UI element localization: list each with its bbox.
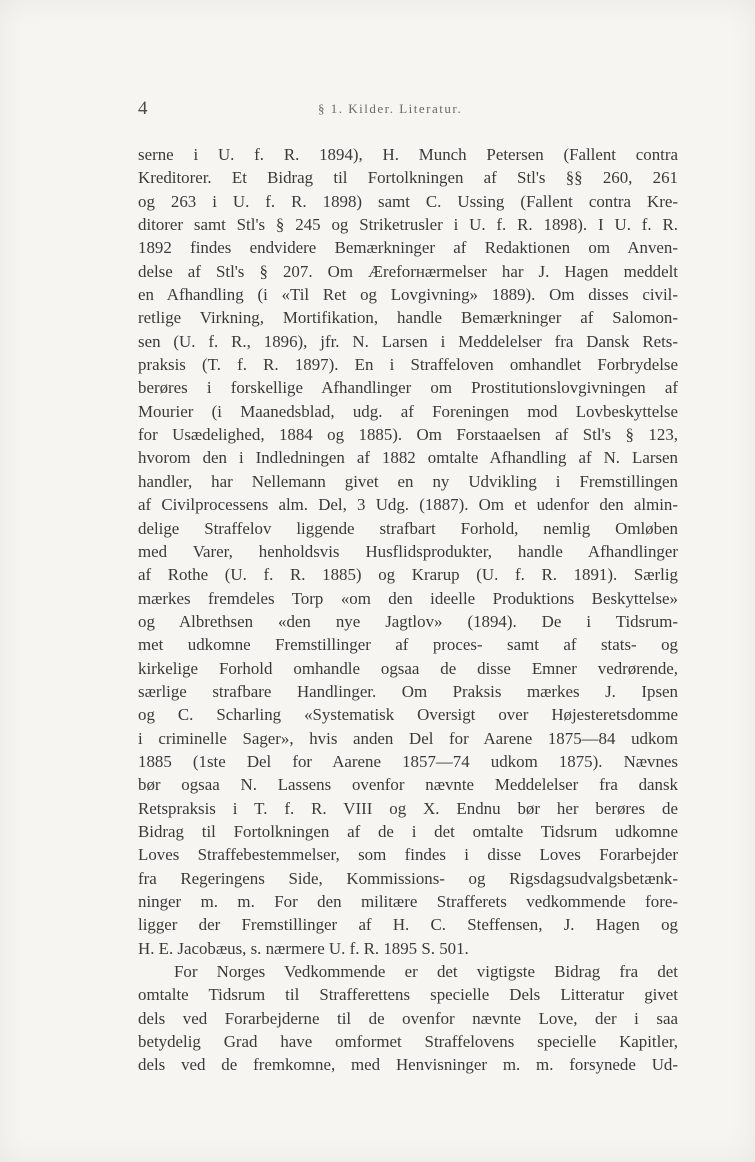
running-head: § 1. Kilder. Literatur. <box>318 101 463 116</box>
text-line: i criminelle Sager», hvis anden Del for Aarene 1875—84 udkom <box>138 728 678 748</box>
text-line: Loves Straffebestemmelser, som findes i disse Loves Forarbejder <box>138 845 678 865</box>
text-line: H. E. Jacobæus, s. nærmere U. f. R. 1895 S. 501. <box>138 938 469 958</box>
text-line: betydelig Grad have omformet Straffelovens specielle Kapitler, <box>138 1032 678 1052</box>
text-line: serne i U. f. R. 1894), H. Munch Petersen (Fallent contra <box>138 145 678 164</box>
text-line: bør ogsaa N. Lassens ovenfor nævnte Meddelelser fra dansk <box>138 775 678 795</box>
text-line: Retspraksis i T. f. R. VIII og X. Endnu bør her berøres de <box>138 798 678 818</box>
text-line: berøres i forskellige Afhandlinger om Prostitutionslovgivningen af <box>138 378 678 398</box>
text-line: Kreditorer. Et Bidrag til Fortolkningen af Stl's §§ 260, 261 <box>138 168 678 188</box>
text-line: og 263 i U. f. R. 1898) samt C. Ussing (Fallent contra Kre- <box>138 191 678 211</box>
text-line: ligger der Fremstillinger af H. C. Steffensen, J. Hagen og <box>138 915 678 935</box>
text-line: delse af Stl's § 207. Om Æreforнærmelser har J. Hagen meddelt <box>138 261 678 281</box>
text-line: 1892 findes endvidere Bemærkninger af Redaktionen om Anven- <box>138 238 678 258</box>
text-line: med Varer, henholdsvis Husflidsprodukter, handle Afhandlinger <box>138 541 678 561</box>
text-line: hvorom den i Indledningen af 1882 omtalte Afhandling af N. Larsen <box>138 448 678 468</box>
text-line: ditorer samt Stl's § 245 og Striketrusler i U. f. R. 1898). I U. f. R. <box>138 215 678 235</box>
text-line: en Afhandling (i «Til Ret og Lovgivning» 1889). Om disses civil- <box>138 285 678 305</box>
text-line: kirkelige Forhold omhandle ogsaa de disse Emner vedrørende, <box>138 658 678 678</box>
text-line: omtalte Tidsrum til Strafferettens specielle Dels Litteratur givet <box>138 985 678 1005</box>
text-line: delige Straffelov liggende strafbart Forhold, nemlig Omløben <box>138 518 678 538</box>
text-line: for Usædelighed, 1884 og 1885). Om Forstaaelsen af Stl's § 123, <box>138 425 678 445</box>
text-line: ninger m. m. For den militære Strafferets vedkommende fore- <box>138 892 678 911</box>
text-line: af Civilprocessens alm. Del, 3 Udg. (1887). Om et udenfor den almin- <box>138 495 678 515</box>
text-line: særlige strafbare Handlinger. Om Praksis mærkes J. Ipsen <box>138 681 678 701</box>
text-line: 1885 (1ste Del for Aarene 1857—74 udkom 1875). Nævnes <box>138 751 678 771</box>
text-line: Bidrag til Fortolkningen af de i det omtalte Tidsrum udkomne <box>138 821 678 841</box>
text-line: praksis (T. f. R. 1897). En i Straffeloven omhandlet Forbrydelse <box>138 355 678 375</box>
text-line: og Albrethsen «den nye Jagtlov» (1894). De i Tidsrum- <box>138 611 678 631</box>
page-header <box>138 98 678 128</box>
text-line: handler, har Nellemann givet en ny Udvikling i Fremstillingen <box>138 471 678 491</box>
text-line: sen (U. f. R., 1896), jfr. N. Larsen i Meddelelser fra Dansk Rets- <box>138 331 678 351</box>
text-line: fra Regeringens Side, Kommissions- og Rigsdagsudvalgsbetænk- <box>138 868 678 888</box>
text-line: mærkes fremdeles Torp «om den ideelle Produktions Beskyttelse» <box>138 588 678 608</box>
text-line: For Norges Vedkommende er det vigtigste Bidrag fra det <box>174 962 678 982</box>
text-line: Mourier (i Maanedsblad, udg. af Foreningen mod Lovbeskyttelse <box>138 401 678 421</box>
text-line: retlige Virkning, Mortifikation, handle Bemærkninger af Salomon- <box>138 308 678 328</box>
text-line: met udkomne Fremstillinger af proces- samt af stats- og <box>138 635 678 655</box>
text-line: af Rothe (U. f. R. 1885) og Krarup (U. f. R. 1891). Særlig <box>138 565 678 585</box>
text-line: og C. Scharling «Systematisk Oversigt over Højesteretsdomme <box>138 705 678 725</box>
text-line: dels ved Forarbejderne til de ovenfor nævnte Love, der i saa <box>138 1008 678 1028</box>
body-text <box>138 143 678 1077</box>
text-line: dels ved de fremkomne, med Henvisninger m. m. forsynede Ud- <box>138 1055 678 1075</box>
page-number: 4 <box>138 98 148 119</box>
